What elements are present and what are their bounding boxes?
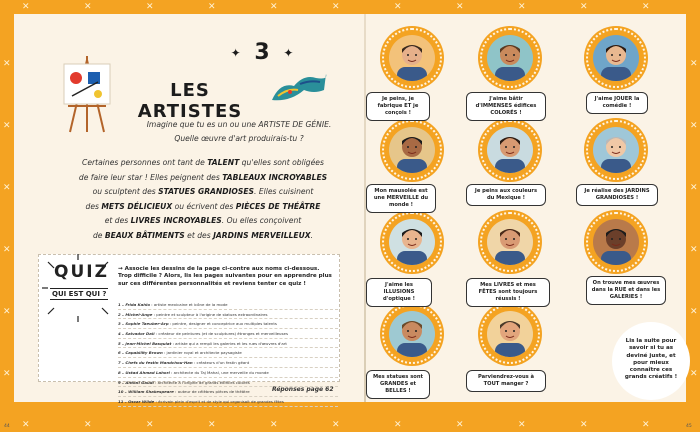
body-text-segment: de <box>92 230 105 240</box>
quiz-item-name: 6 – Capability Brown <box>118 350 163 356</box>
quiz-item-name: 9 – Antoni Gaudí <box>118 379 154 385</box>
speech-bubble: Mes statues sont GRANDES et BELLES ! <box>366 370 430 399</box>
x-pattern-icon: ✕ <box>84 2 92 12</box>
painting-icon <box>270 70 330 104</box>
body-text-segment: et des <box>184 230 214 240</box>
page-number-right: 45 <box>686 424 692 429</box>
portrait-frame <box>593 35 639 81</box>
body-text-segment: . <box>310 230 314 240</box>
body-line <box>66 185 340 200</box>
highlight-text: STATUES GRANDIOSES <box>158 187 255 196</box>
portrait-illustration <box>593 35 639 81</box>
page-number-left: 44 <box>4 424 10 429</box>
quiz-item-desc: : écrivain plein d'esprit et de style qui organisait de grandes fêtes <box>154 398 284 404</box>
artist-portrait <box>382 28 442 88</box>
quiz-item-desc: : créateur de peintures (et de sculptures) étranges et merveilleuses <box>154 331 288 337</box>
x-pattern-icon: ✕ <box>146 420 154 430</box>
artist-portrait <box>382 120 442 180</box>
quiz-item <box>118 397 338 407</box>
quiz-item-desc: : peintre, designer et conceptrice aux multiples talents <box>168 321 277 327</box>
portrait-frame <box>593 127 639 173</box>
quiz-item-name: 3 – Sophie Taeuber-Arp <box>118 321 169 327</box>
x-pattern-icon: ✕ <box>270 2 278 12</box>
x-pattern-icon: ✕ <box>22 2 30 12</box>
speech-bubble: Mes LIVRES et mes FÊTES sont toujours réussis ! <box>466 278 550 307</box>
star-icon: ✦ <box>283 46 294 60</box>
body-text-segment: ou sculptent des <box>92 187 159 196</box>
quiz-item <box>118 348 338 358</box>
x-pattern-icon: ✕ <box>3 245 11 255</box>
portrait-frame <box>389 127 435 173</box>
quiz-item <box>118 368 338 378</box>
artist-portrait <box>480 28 540 88</box>
x-pattern-icon: ✕ <box>3 183 11 193</box>
quiz-item-name: 10 – William Shakespeare <box>118 389 174 395</box>
speech-bubble: Je peins aux couleurs du Mexique ! <box>466 184 546 206</box>
info-badge-text: Lis la suite pour savoir si tu as deviné juste, et pour mieux connaître ces grands créatifs ! <box>624 338 678 381</box>
highlight-text: METS DÉLICIEUX <box>101 201 173 211</box>
quiz-item-name: 4 – Salvador Dalí <box>118 331 155 337</box>
x-pattern-icon: ✕ <box>208 420 216 430</box>
x-pattern-icon: ✕ <box>690 307 698 317</box>
highlight-text: TABLEAUX INCROYABLES <box>222 172 328 182</box>
x-pattern-icon: ✕ <box>690 59 698 69</box>
x-pattern-icon: ✕ <box>208 2 216 12</box>
speech-bubble: Mon mausolée est une MERVEILLE du monde ! <box>366 184 436 213</box>
portrait-illustration <box>389 127 435 173</box>
body-text-segment: des <box>85 201 102 211</box>
body-text-segment: . Ou elles conçoivent <box>221 216 302 225</box>
x-pattern-icon: ✕ <box>456 2 464 12</box>
quiz-item <box>118 300 338 310</box>
artist-portrait <box>382 212 442 272</box>
artist-portrait <box>480 212 540 272</box>
title-number <box>162 40 362 65</box>
quiz-item-name: 7 – Chefs du festin Mandchou-Han <box>118 360 193 366</box>
artist-portrait <box>586 212 646 272</box>
x-pattern-icon: ✕ <box>690 245 698 255</box>
x-pattern-icon: ✕ <box>518 2 526 12</box>
portrait-frame <box>389 219 435 265</box>
chapter-number: 3 <box>254 40 270 65</box>
easel-icon <box>58 52 116 134</box>
highlight-text: TALENT <box>207 158 240 167</box>
x-pattern-icon: ✕ <box>22 420 30 430</box>
quiz-subtitle: QUI EST QUI ? <box>52 290 107 298</box>
quiz-item-name: 2 – Michel-Ange <box>118 311 153 317</box>
body-text-segment: qu'elles sont obligées <box>239 158 324 167</box>
portrait-illustration <box>389 35 435 81</box>
speech-bubble: J'aime bâtir d'IMMENSES édifices COLORÉS ! <box>466 92 546 121</box>
speech-bubble: J'aime JOUER la comédie ! <box>586 92 648 114</box>
x-pattern-icon: ✕ <box>394 2 402 12</box>
body-line <box>66 171 340 186</box>
artist-portrait <box>382 304 442 364</box>
speech-bubble: Je peins, je fabrique ET je conçois ! <box>366 92 430 121</box>
speech-bubble: Je réalise des JARDINS GRANDIOSES ! <box>576 184 658 206</box>
body-text-segment: ou écrivent des <box>172 201 236 211</box>
portrait-illustration <box>487 35 533 81</box>
speech-bubble: J'aime les ILLUSIONS d'optique ! <box>366 278 432 307</box>
x-pattern-icon: ✕ <box>456 420 464 430</box>
quiz-item-desc: : peintre et sculpteur à l'origine de statues extraordinaires <box>152 311 268 317</box>
x-pattern-icon: ✕ <box>3 59 11 69</box>
x-pattern-icon: ✕ <box>690 121 698 131</box>
quiz-item-name: 1 – Frida Kahlo <box>118 302 151 307</box>
x-pattern-icon: ✕ <box>642 2 650 12</box>
quiz-item <box>118 310 338 320</box>
quiz-item <box>118 358 338 368</box>
quiz-item <box>118 319 338 329</box>
intro-text <box>134 118 344 146</box>
x-pattern-icon: ✕ <box>642 420 650 430</box>
x-pattern-icon: ✕ <box>690 183 698 193</box>
highlight-text: PIÈCES DE THÉÂTRE <box>235 201 321 211</box>
portrait-illustration <box>389 311 435 357</box>
quiz-item-name: 5 – Jean-Michel Basquiat <box>118 340 172 346</box>
x-pattern-icon: ✕ <box>3 307 11 317</box>
portrait-frame <box>487 219 533 265</box>
portrait-illustration <box>487 219 533 265</box>
highlight-text: LIVRES INCROYABLES <box>130 216 222 225</box>
x-pattern-icon: ✕ <box>332 2 340 12</box>
portrait-illustration <box>487 127 533 173</box>
quiz-item-name: 11 – Oscar Wilde <box>118 398 155 404</box>
quiz-intro: → Associe les dessins de la page ci-contre aux noms ci-dessous. Trop difficile ? Alors, lis les pages suivantes pour en apprendre plus sur ces différentes personnalités et reviens tenter ce quiz ! <box>118 266 332 287</box>
quiz-item <box>118 329 338 339</box>
speech-bubble: On trouve mes œuvres dans la RUE et dans les GALERIES ! <box>586 276 666 305</box>
x-pattern-icon: ✕ <box>690 369 698 379</box>
speech-bubble: Parviendrez-vous à TOUT manger ? <box>466 370 546 392</box>
portrait-frame <box>487 35 533 81</box>
body-text-segment: . Elles cuisinent <box>254 187 314 196</box>
body-text <box>66 156 340 243</box>
star-icon: ✦ <box>230 46 241 60</box>
x-pattern-icon: ✕ <box>580 420 588 430</box>
body-text-segment: de faire leur star ! Elles peignent des <box>78 172 223 182</box>
quiz-item-desc: : architecte du Taj Mahal, une merveille du monde <box>169 369 269 375</box>
quiz-item-desc: : jardinier royal et architecte paysagiste <box>162 350 242 356</box>
portrait-illustration <box>487 311 533 357</box>
highlight-text: BEAUX BÂTIMENTS <box>104 230 185 240</box>
x-pattern-icon: ✕ <box>518 420 526 430</box>
quiz-item-desc: : artiste qui a rempli les galeries et les rues d'œuvres d'art <box>171 340 287 346</box>
portrait-frame <box>487 127 533 173</box>
x-pattern-icon: ✕ <box>270 420 278 430</box>
x-pattern-icon: ✕ <box>3 121 11 131</box>
portrait-frame <box>593 219 639 265</box>
artist-portrait <box>480 120 540 180</box>
quiz-item <box>118 339 338 349</box>
quiz-item-desc: : architecte à l'origine de grands édifices colorés <box>153 379 250 385</box>
book-spread <box>14 14 686 402</box>
body-line <box>66 200 340 215</box>
quiz-item-desc: : créateurs d'un festin géant <box>192 360 250 366</box>
portrait-frame <box>389 35 435 81</box>
portrait-frame <box>389 311 435 357</box>
portrait-illustration <box>389 219 435 265</box>
portrait-illustration <box>593 127 639 173</box>
artist-portrait <box>586 120 646 180</box>
quiz-item-desc: : artiste mexicaine et icône de la mode <box>150 302 228 307</box>
x-pattern-icon: ✕ <box>84 420 92 430</box>
quiz-item-desc: : auteur de célèbres pièces de théâtre <box>173 389 250 395</box>
body-line <box>66 229 340 244</box>
body-text-segment: et des <box>104 216 131 225</box>
artist-portrait <box>480 304 540 364</box>
x-pattern-icon: ✕ <box>580 2 588 12</box>
info-badge <box>612 322 690 400</box>
answers-note: Réponses page 62 <box>272 386 334 393</box>
intro-line: Imagine que tu es un ou une ARTISTE DE GÉNIE. <box>146 120 332 129</box>
body-text-segment: Certaines personnes ont tant de <box>82 158 208 167</box>
page-title: LES ARTISTES <box>137 80 243 122</box>
artist-portrait <box>586 28 646 88</box>
x-pattern-icon: ✕ <box>332 420 340 430</box>
body-line <box>66 214 340 229</box>
quiz-item-name: 8 – Ustad Ahmad Lahori <box>118 369 170 375</box>
quiz-title: QUIZ <box>54 262 109 282</box>
intro-line: Quelle œuvre d'art produirais-tu ? <box>174 134 304 143</box>
x-pattern-icon: ✕ <box>3 369 11 379</box>
highlight-text: JARDINS MERVEILLEUX <box>213 230 311 240</box>
x-pattern-icon: ✕ <box>394 420 402 430</box>
body-line <box>66 156 340 171</box>
x-pattern-icon: ✕ <box>146 2 154 12</box>
portrait-frame <box>487 311 533 357</box>
portrait-illustration <box>593 219 639 265</box>
